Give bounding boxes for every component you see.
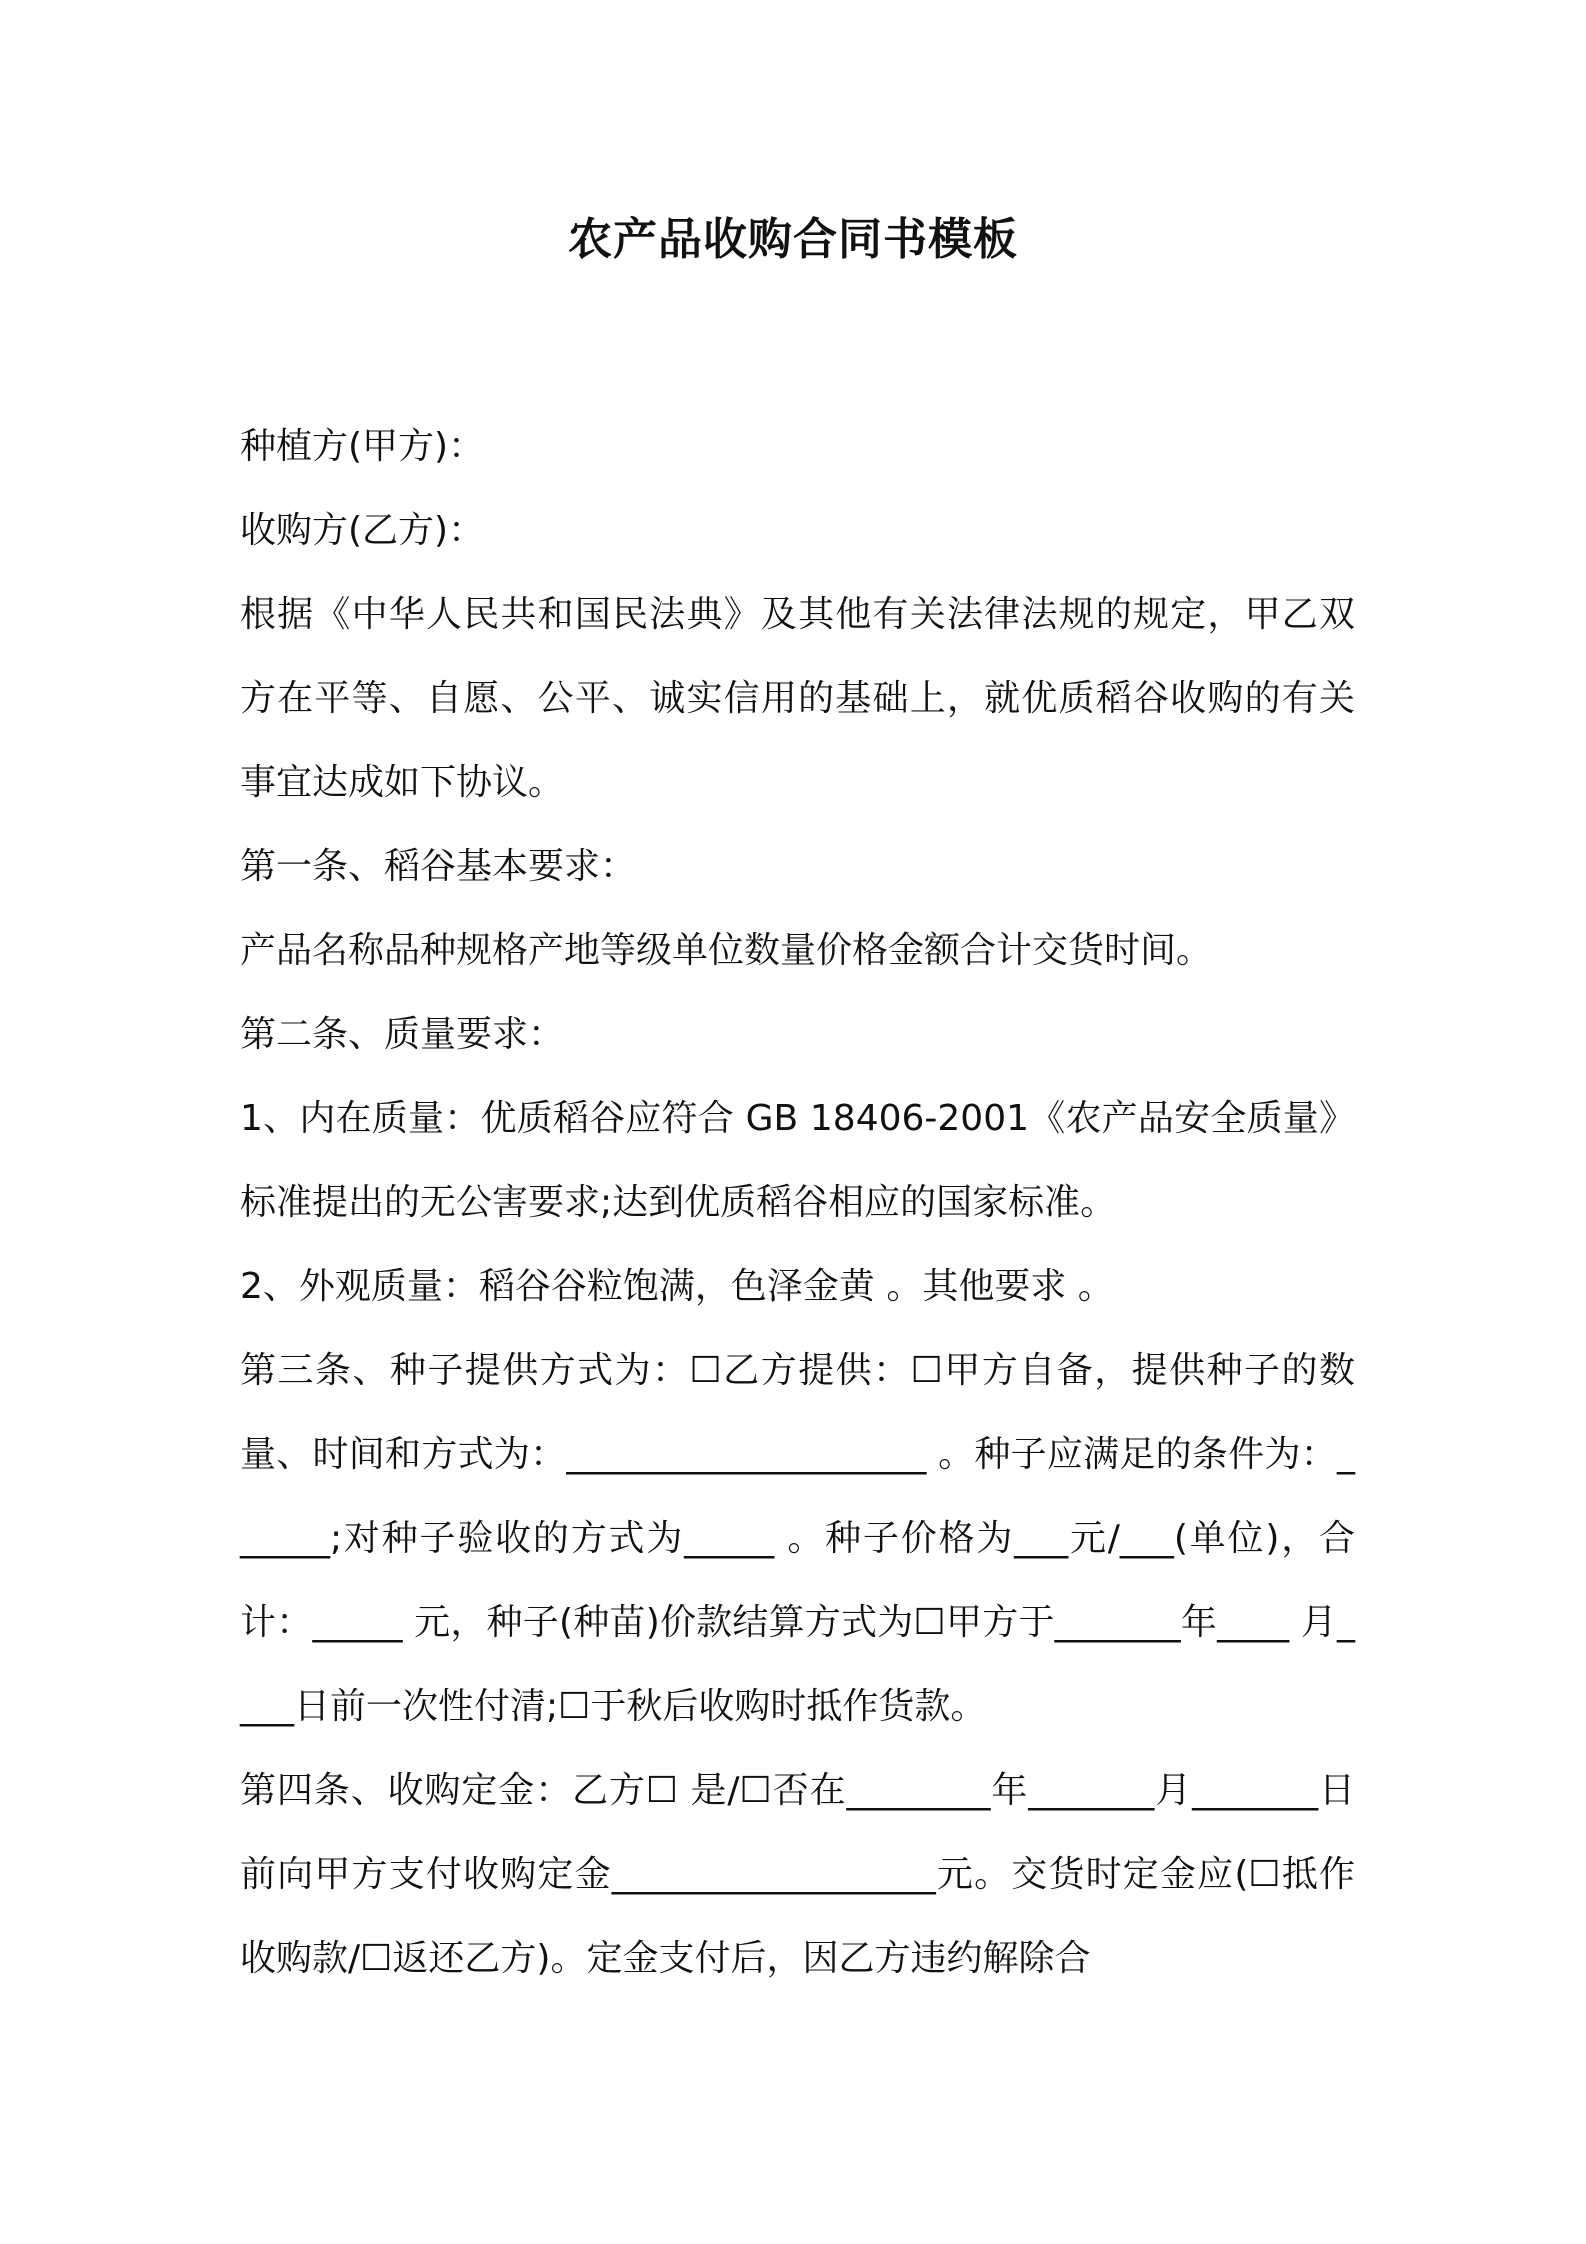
article-2-item-2: 2、外观质量：稻谷谷粒饱满，色泽金黄 。其他要求 。 [240, 1266, 1114, 1307]
document-body [240, 405, 1355, 2001]
article-4-paragraph: 第四条、收购定金：乙方☐ 是/☐否在________年_______月_______日前向甲方支付收购定金__________________元。交货时定金应(☐抵作收购款/☐返还乙方)。定金支付后，因乙方违约解除合 [240, 1770, 1355, 1979]
party-b-line: 收购方(乙方)： [240, 510, 485, 551]
document-title: 农产品收购合同书模板 [568, 214, 1018, 265]
party-a-line: 种植方(甲方)： [240, 426, 485, 467]
article-1-content: 产品名称品种规格产地等级单位数量价格金额合计交货时间。 [240, 930, 1213, 971]
preamble-paragraph: 根据《中华人民共和国民法典》及其他有关法律法规的规定，甲乙双方在平等、自愿、公平、诚实信用的基础上，就优质稻谷收购的有关事宜达成如下协议。 [240, 594, 1355, 803]
article-3-paragraph: 第三条、种子提供方式为：☐乙方提供：☐甲方自备，提供种子的数量、时间和方式为：____________________ 。种子应满足的条件为：______;对种子验收的方式为_____ 。种子价格为___元/___(单位)，合计：_____ 元，种子(种苗)价款结算方式为☐甲方于_______年____ 月____日前一次性付清;☐于秋后收购时抵作货款。 [240, 1350, 1355, 1727]
article-2-item-1: 1、内在质量：优质稻谷应符合 GB 18406-2001《农产品安全质量》标准提出的无公害要求;达到优质稻谷相应的国家标准。 [240, 1098, 1355, 1223]
article-2-heading: 第二条、质量要求： [240, 1014, 565, 1055]
article-1-heading: 第一条、稻谷基本要求： [240, 846, 637, 887]
